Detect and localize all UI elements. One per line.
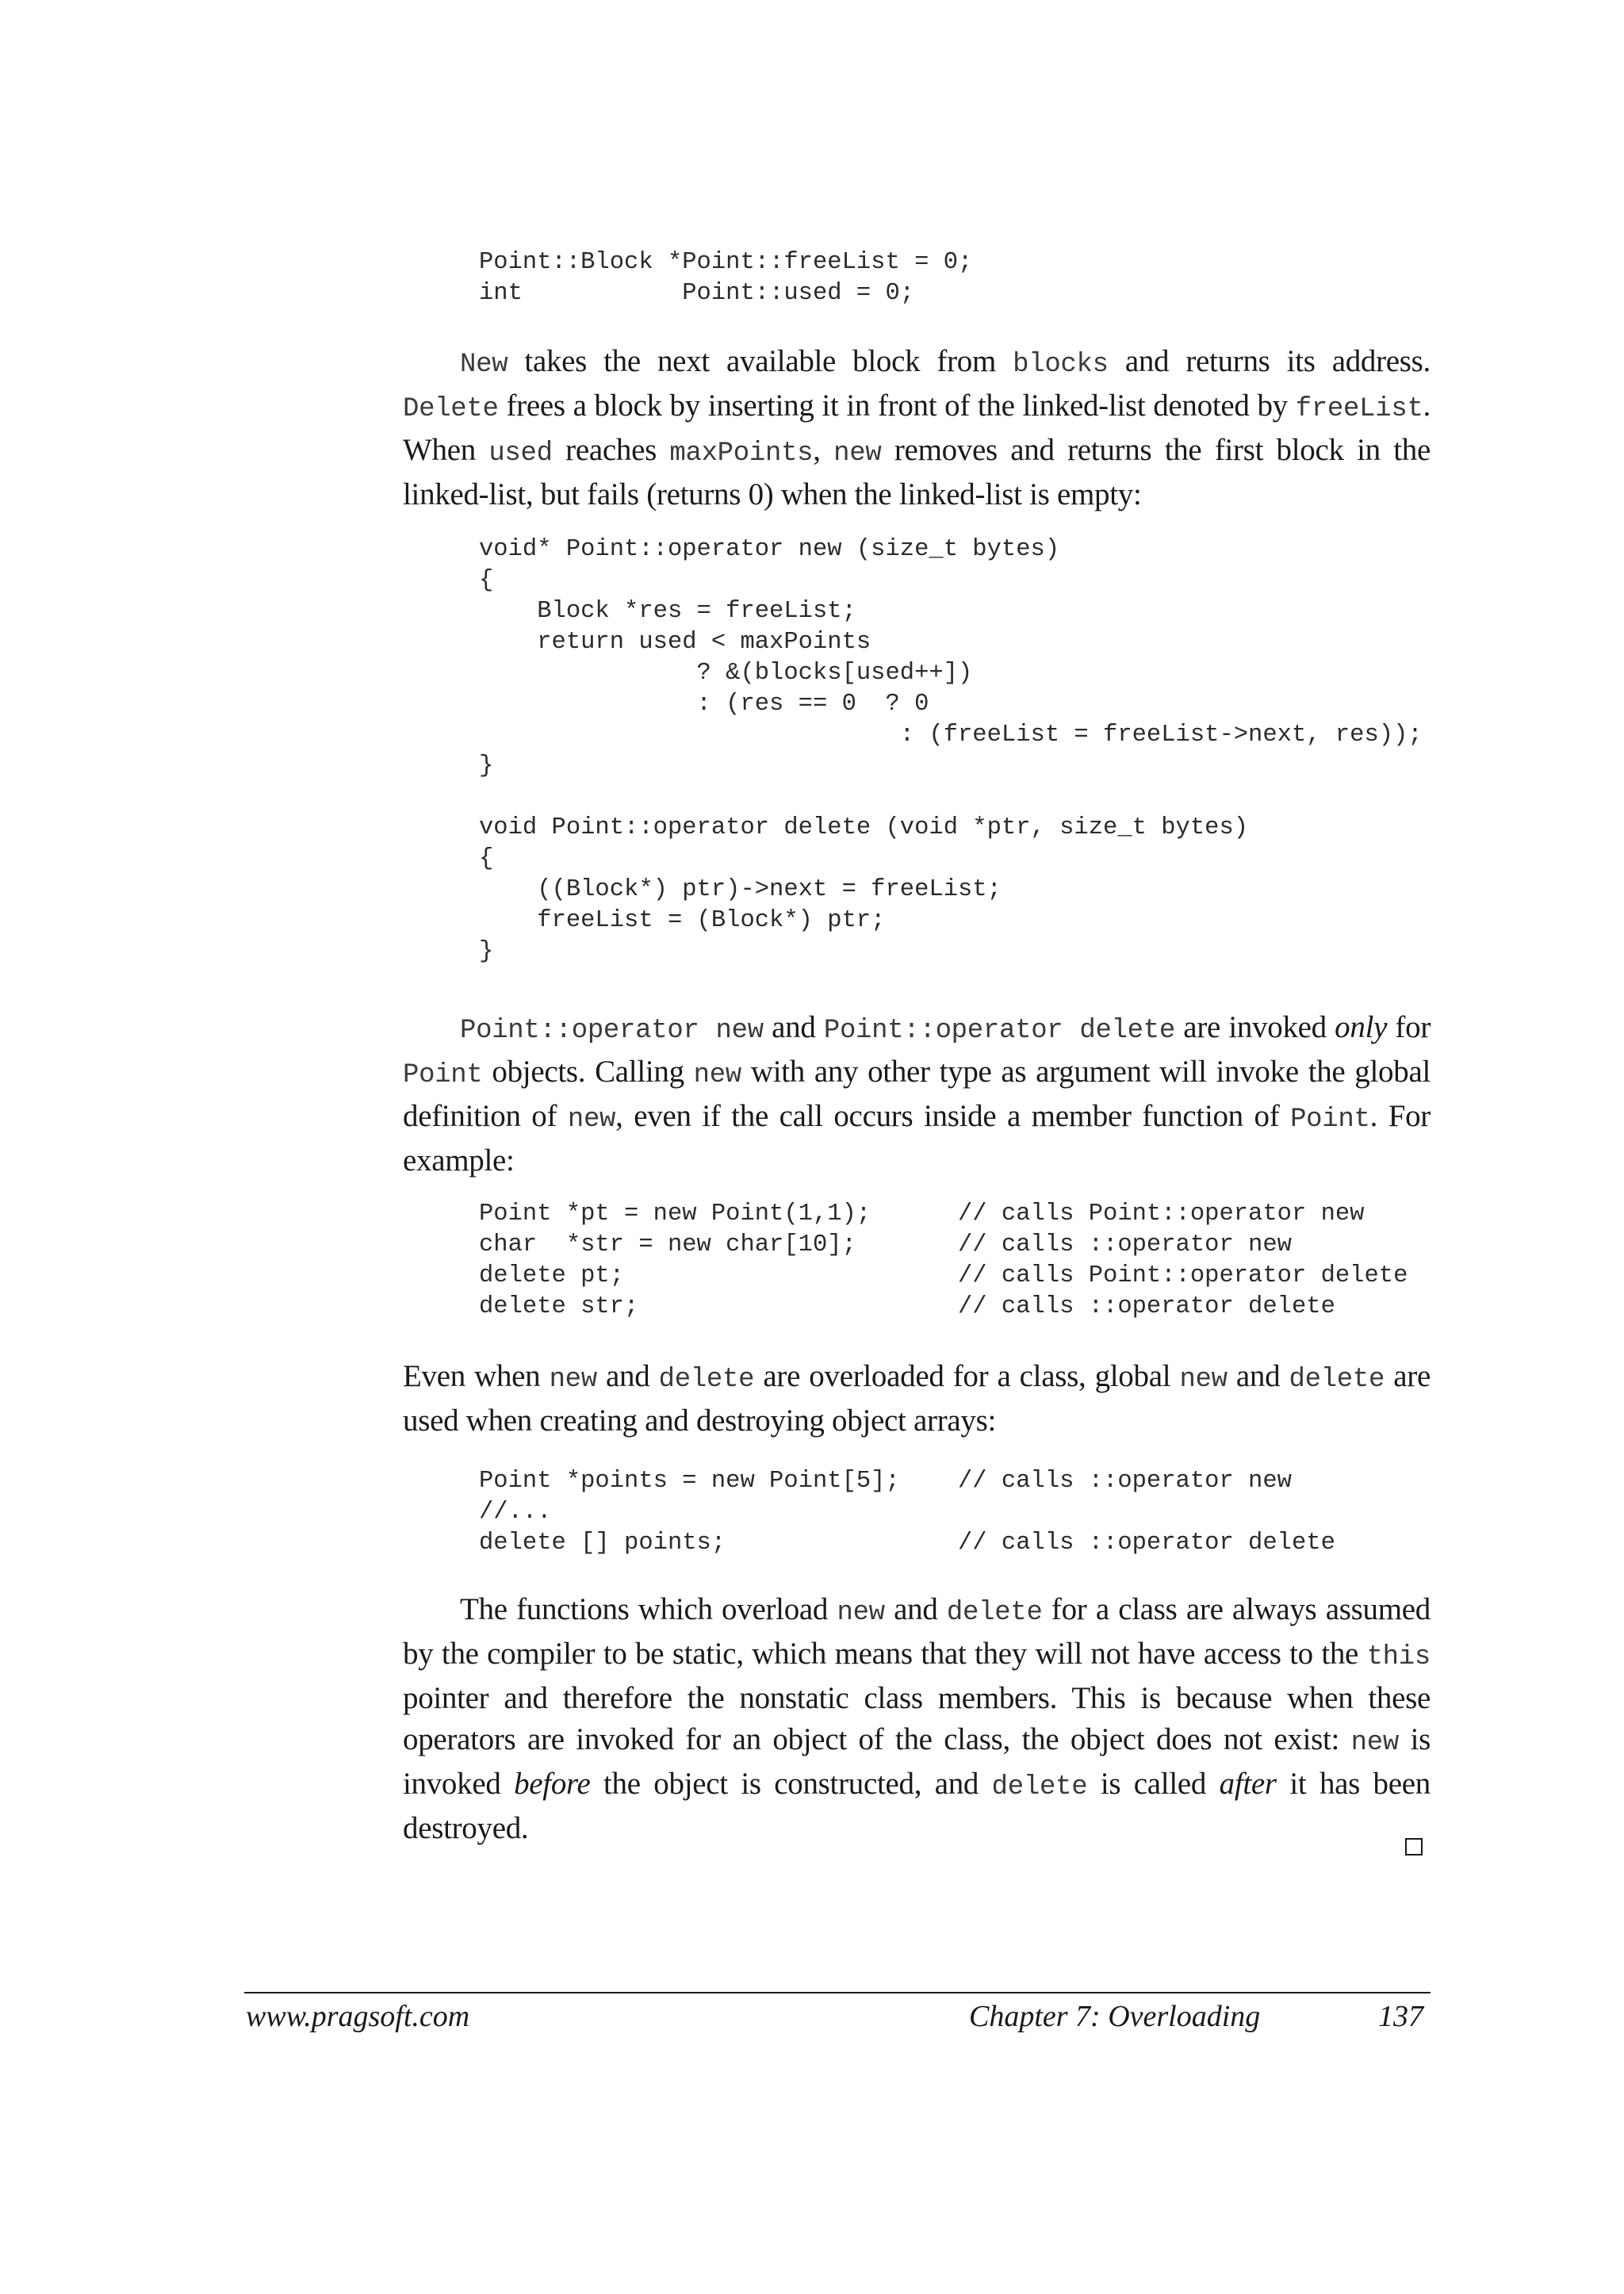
code-array-calls: Point *points = new Point[5]; // calls ::operator new //... delete [] points; // calls ::operator delete (479, 1468, 1335, 1557)
end-of-section-square-icon (1405, 1838, 1423, 1855)
footer-page-number: 137 (1378, 2000, 1423, 2033)
footer-website: www.pragsoft.com (246, 2000, 470, 2033)
paragraph-operator-scope: Point::operator new and Point::operator delete are invoked only for Point objects. Calling new with any other type as argument will invoke the global definition of new, even if the call occurs inside a member function of Point. For example: (403, 1010, 1431, 1178)
paragraph-static-operators: The functions which overload new and delete for a class are always assumed by the compiler to be static, which means that they will not have access to the this pointer and therefore the nonstatic class members. This is because when these operators are invoked for an object of the class, the object does not exist: new is invoked before the object is constructed, and delete is called after it has been destroyed. (403, 1592, 1431, 1845)
footer-chapter: Chapter 7: Overloading (969, 2000, 1261, 2033)
paragraph-new-delete-description: New takes the next available block from blocks and returns its address. Delete frees a block by inserting it in front of the linked-list denoted by freeList. When used reaches maxPoints, new removes and returns the first block in the linked-list, but fails (returns 0) when the linked-list is empty: (403, 344, 1431, 511)
paragraph-object-arrays: Even when new and delete are overloaded for a class, global new and delete are used when creating and destroying object arrays: (403, 1359, 1431, 1438)
footer-divider (244, 1992, 1431, 1993)
code-example-calls: Point *pt = new Point(1,1); // calls Point::operator new char *str = new char[10]; // calls ::operator new delete pt; // calls Point::operator delete delete str; // calls ::operator delete (479, 1201, 1408, 1320)
code-operator-new-delete: void* Point::operator new (size_t bytes) { Block *res = freeList; return used < maxPoints ? &(blocks[used++]) : (res == 0 ? 0 : (freeList = freeList->next, res)); } void Point::operator delete (void *ptr, size_t bytes) { ((Block*) ptr)->next = freeList; freeList = (Block*) ptr; } (479, 536, 1423, 965)
code-static-members: Point::Block *Point::freeList = 0; int Point::used = 0; (479, 249, 973, 307)
